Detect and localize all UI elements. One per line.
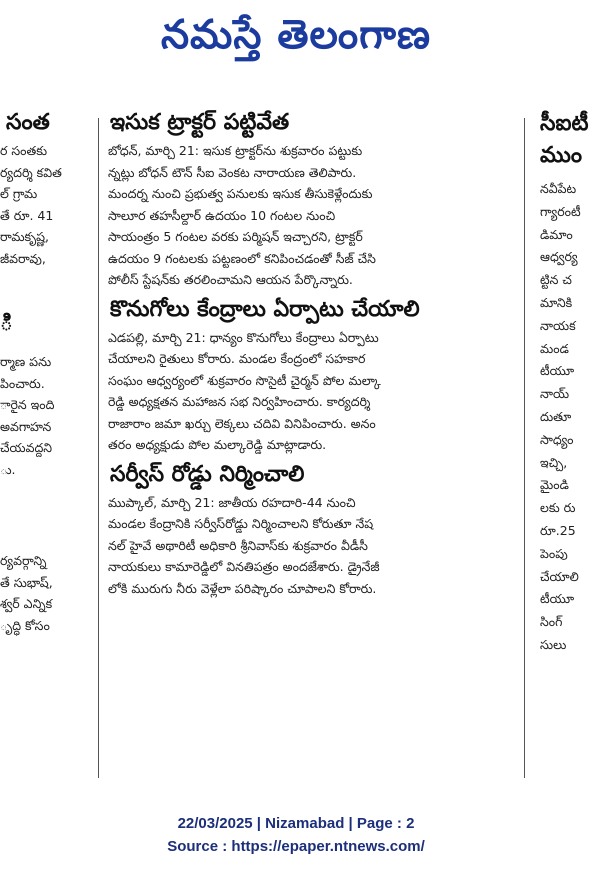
right-text-line: దుతూ (540, 408, 572, 424)
right-column (540, 104, 592, 794)
left-text-line: శ్వర్ ఎన్నిక (0, 596, 53, 611)
right-text-line: నాయక (540, 317, 576, 333)
left-text-line: ారైన ఇంది (0, 397, 55, 412)
left-text-line: అవగాహన (0, 418, 52, 434)
right-text-line: పెంపు (540, 545, 568, 561)
left-text-line: పించారు. (0, 375, 45, 391)
right-text-line: టీయూ (540, 591, 575, 607)
story-headline: ఇసుక ట్రాక్టర్ పట్టివేత (110, 110, 290, 135)
left-text-line: రామకృష్ణ, (0, 229, 49, 244)
story-text-line: బోధన్, మార్చి 21: ఇసుక ట్రాక్టర్‌ను శుక్రవారం పట్టుకు (108, 143, 363, 158)
left-text-line: ర సంతకు (0, 143, 48, 158)
story-text-line: ఎడపల్లి, మార్చి 21: ధాన్యం కొనుగోలు కేంద్రాలు ఏర్పాటు (108, 329, 379, 345)
right-text-line: సులు (540, 636, 567, 652)
left-text-line: ల్ గ్రామ (0, 186, 38, 201)
story-text-line: నల్ హైవే అథారిటీ అధికారి శ్రీనివాస్‌కు శుక్రవారం వీడీసీ (108, 537, 368, 553)
left-column (0, 104, 92, 794)
news-story (108, 295, 510, 456)
left-text-line: తే రూ. 41 (0, 207, 54, 223)
story-text-line: సంఘం ఆధ్వర్యంలో శుక్రవారం సొసైటీ చైర్మన్ పోల మల్కా (108, 372, 381, 388)
right-text-line: ట్టిన చ (540, 272, 572, 288)
story-text-line: తరం అధ్యక్షుడు పోల మల్కారెడ్డి మాట్లాడారు. (108, 437, 327, 452)
left-text-line: ర్మాణ పను (0, 354, 52, 369)
left-text-line: ర్యదర్శి కవిత (0, 164, 62, 180)
right-text-line: నవీపేట (540, 181, 577, 196)
story-text-line: రాజారాం జమా ఖర్చు లెక్కలు చదివి వినిపించారు. అనం (108, 415, 376, 431)
news-story (108, 460, 510, 600)
left-headline: సంత (6, 110, 50, 135)
right-text-line: మానికి (540, 294, 573, 310)
story-text-line: పోలీస్ స్టేషన్‌కు తరలించామని ఆయన పేర్కొన్నారు. (108, 272, 353, 287)
story-text-line: సాయంత్రం 5 గంటల వరకు పర్మిషన్ ఇచ్చారని, ట్రాక్టర్ (108, 229, 363, 244)
story-text-line: చేయాలని రైతులు కోరారు. మండల కేంద్రంలో సహకార (108, 351, 366, 366)
right-text-line: మైండి (540, 477, 569, 493)
masthead (0, 0, 592, 80)
right-text-line: ఇచ్చి, (540, 454, 568, 470)
right-text-line: గ్యారంటీ (540, 203, 581, 219)
story-headline: కొనుగోలు కేంద్రాలు ఏర్పాటు చేయాలి (110, 296, 420, 322)
newspaper-title: నమస్తే తెలంగాణ (160, 12, 432, 58)
right-headline-line: ముం (540, 143, 583, 168)
right-text-line: నాయ్ (540, 386, 570, 402)
right-text-line: మండ (540, 340, 569, 356)
right-text-line: లకు రు (540, 500, 576, 516)
right-text-line: టీయూ (540, 363, 575, 379)
right-headline (540, 108, 592, 172)
story-text-line: మందర్న నుంచి ప్రభుత్వ పనులకు ఇసుక తీసుకెళ్లేందుకు (108, 186, 373, 201)
right-text-line: రూ.25 (540, 522, 576, 538)
left-text-line: ర్యవర్గాన్ని (0, 553, 47, 568)
right-text-line: ఆధ్వర్య (540, 249, 578, 265)
left-text-line: ృద్ధి కోసం (0, 617, 50, 633)
right-text-line: డిమాం (540, 226, 573, 242)
footer-date-edition: 22/03/2025 | Nizamabad | Page : 2 (177, 815, 415, 832)
left-text-line: చేయవద్దని (0, 440, 53, 455)
left-text-line: తే సుభాష్, (0, 574, 53, 590)
left-text-line: జీవరావు, (0, 250, 46, 266)
main-column (108, 104, 510, 794)
footer-source[interactable]: Source : https://epaper.ntnews.com/ (167, 838, 425, 855)
story-text-line: న్నట్లు బోధన్ టౌన్ సీఐ వెంకట నారాయణ తెలిపారు. (108, 164, 357, 180)
column-divider (98, 118, 99, 778)
story-text-line: రెడ్డి అధ్యక్షతన మహాజన సభ నిర్వహించారు. కార్యదర్శి (108, 394, 371, 409)
right-headline-line: సీఐటీ (540, 111, 589, 136)
story-text-line: లోకి మురుగు నీరు వెళ్లేలా పరిష్కారం చూపాలని కోరారు. (108, 580, 377, 596)
story-text-line: మండల కేంద్రానికి సర్వీస్‌రోడ్డు నిర్మించాలని కోరుతూ నేష (108, 516, 374, 531)
right-text-line: సింగ్ (540, 614, 563, 630)
right-text-line: సాధ్యం (540, 431, 574, 447)
story-text-line: సాలూర తహసీల్దార్ ఉదయం 10 గంటల నుంచి (108, 207, 336, 223)
left-text-line: ు. (0, 461, 16, 477)
right-text-line: చేయాలి (540, 568, 579, 584)
story-text-line: ముప్కాల్, మార్చి 21: జాతీయ రహదారి-44 నుంచి (108, 494, 356, 510)
story-text-line: ఉదయం 9 గంటలకు పట్టణంలో కనిపించడంతో సీజ్ చేసి (108, 250, 376, 266)
story-headline: సర్వీస్ రోడ్డు నిర్మించాలి (110, 461, 305, 487)
news-story (108, 108, 510, 291)
left-headline: ి (0, 311, 13, 336)
column-divider (524, 118, 525, 778)
story-text-line: నాయకులు కామారెడ్డిలో వినతిపత్రం అందజేశారు. డ్రైనేజీ (108, 559, 380, 574)
